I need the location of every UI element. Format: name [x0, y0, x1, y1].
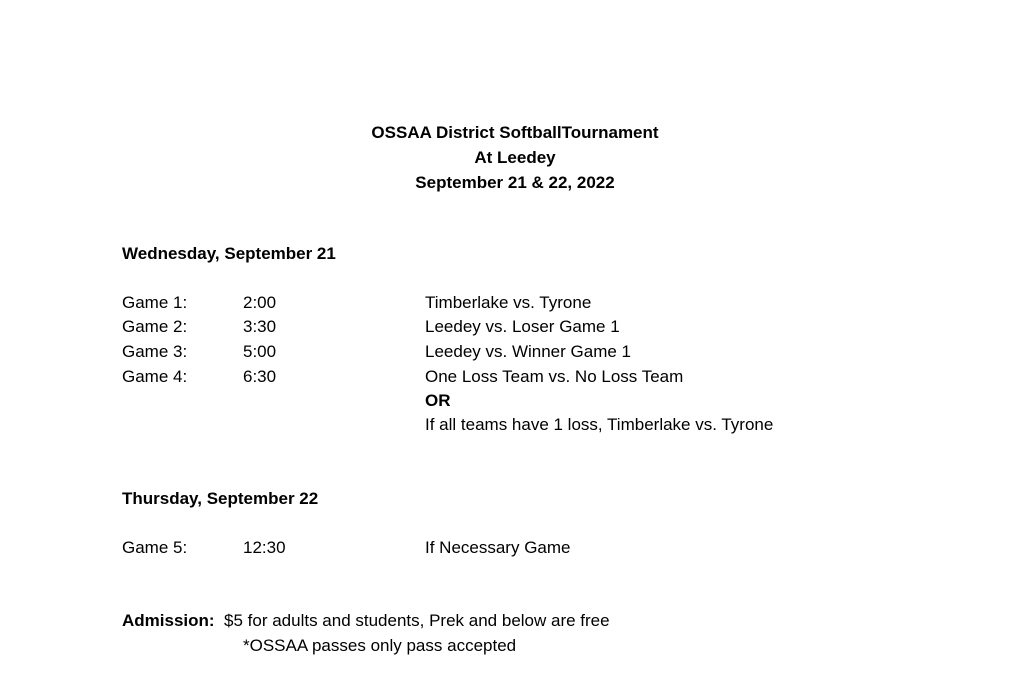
wednesday-heading: Wednesday, September 21	[122, 244, 336, 263]
document-title-block	[0, 120, 1024, 195]
schedule-row-game-2	[0, 317, 1024, 341]
thursday-heading: Thursday, September 22	[122, 489, 319, 508]
schedule-row-game-3	[0, 342, 1024, 366]
game-matchup: Timberlake vs. Tyrone	[425, 293, 592, 312]
game-label: Game 4:	[122, 367, 188, 386]
tournament-dates: September 21 & 22, 2022	[415, 173, 615, 192]
game-matchup: Leedey vs. Winner Game 1	[425, 342, 631, 361]
admission-label: Admission:	[122, 611, 215, 630]
schedule-row-game-5	[0, 538, 1024, 562]
alternate-matchup: If all teams have 1 loss, Timberlake vs. Tyrone	[425, 415, 774, 434]
schedule-row-or	[0, 391, 1024, 415]
schedule-row-game-1	[0, 293, 1024, 317]
game-label: Game 1:	[122, 293, 188, 312]
admission-line	[122, 611, 610, 631]
tournament-title: OSSAA District SoftballTournament	[371, 123, 659, 142]
game-time: 2:00	[243, 293, 277, 312]
tournament-location: At Leedey	[474, 148, 556, 167]
game-matchup: Leedey vs. Loser Game 1	[425, 317, 620, 336]
game-matchup: If Necessary Game	[425, 538, 571, 557]
admission-note: *OSSAA passes only pass accepted	[243, 636, 517, 655]
game-time: 5:00	[243, 342, 277, 361]
or-label: OR	[425, 391, 451, 410]
schedule-row-alternate	[0, 415, 1024, 439]
admission-text: $5 for adults and students, Prek and below are free	[224, 611, 610, 630]
game-label: Game 2:	[122, 317, 188, 336]
game-matchup: One Loss Team vs. No Loss Team	[425, 367, 684, 386]
game-time: 3:30	[243, 317, 277, 336]
game-time: 6:30	[243, 367, 277, 386]
schedule-row-game-4	[0, 367, 1024, 391]
game-time: 12:30	[243, 538, 286, 557]
game-label: Game 5:	[122, 538, 188, 557]
game-label: Game 3:	[122, 342, 188, 361]
